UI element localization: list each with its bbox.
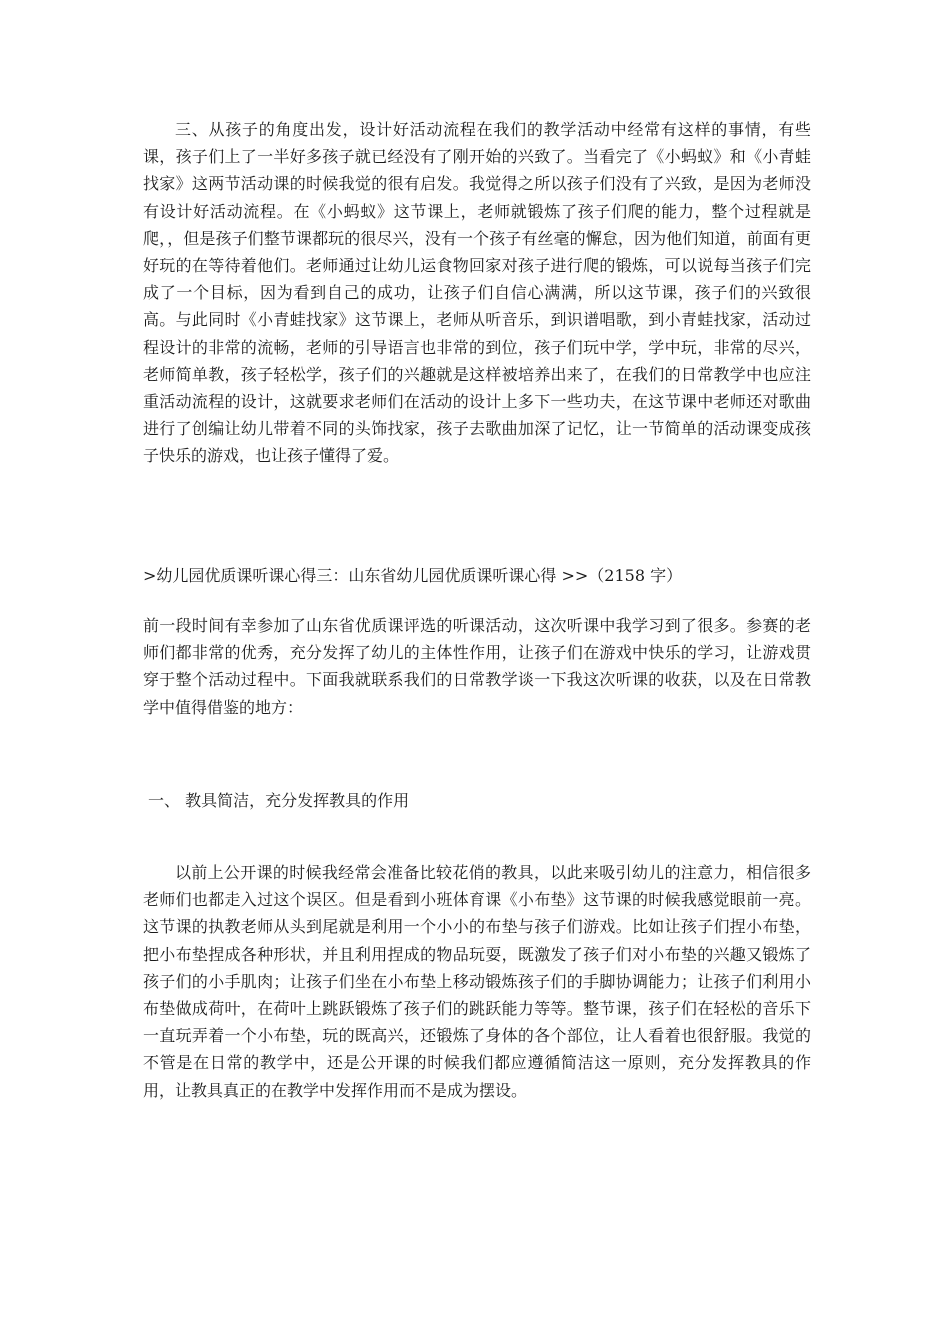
section-title-teaching-aids: 一、 教具简洁，充分发挥教具的作用 [148,791,410,810]
paragraph-activity-flow: 三、从孩子的角度出发，设计好活动流程在我们的教学活动中经常有这样的事情，有些课，孩子们上了一半好多孩子就已经没有了刚开始的兴致了。当看完了《小蚂蚁》和《小青蛙找家》这两节活动课的时候我觉的很有启发。我觉得之所以孩子们没有了兴致，是因为老师没有设计好活动流程。在《小蚂蚁》这节课上，老师就锻炼了孩子们爬的能力，整个过程就是爬，，但是孩子们整节课都玩的很尽兴，没有一个孩子有丝毫的懈怠，因为他们知道，前面有更好玩的在等待着他们。老师通过让幼儿运食物回家对孩子进行爬的锻炼，可以说每当孩子们完成了一个目标，因为看到自己的成功，让孩子们自信心满满，所以这节课，孩子们的兴致很高。与此同时《小青蛙找家》这节课上，老师从听音乐，到识谱唱歌，到小青蛙找家，活动过程设计的非常的流畅，老师的引导语言也非常的到位，孩子们玩中学，学中玩，非常的尽兴，老师简单教，孩子轻松学，孩子们的兴趣就是这样被培养出来了，在我们的日常教学中也应注重活动流程的设计，这就要求老师们在活动的设计上多下一些功夫，在这节课中老师还对歌曲进行了创编让幼儿带着不同的头饰找家，孩子去歌曲加深了记忆，让一节简单的活动课变成孩子快乐的游戏，也让孩子懂得了爱。 [143,120,811,466]
article-heading: >幼儿园优质课听课心得三：山东省幼儿园优质课听课心得 >>（2158 字） [143,566,683,585]
paragraph-intro: 前一段时间有幸参加了山东省优质课评选的听课活动，这次听课中我学习到了很多。参赛的老师们都非常的优秀，充分发挥了幼儿的主体性作用，让孩子们在游戏中快乐的学习，让游戏贯穿于整个活动过程中。下面我就联系我们的日常教学谈一下我这次听课的收获，以及在日常教学中值得借鉴的地方： [143,616,811,717]
paragraph-teaching-aids: 以前上公开课的时候我经常会准备比较花俏的教具，以此来吸引幼儿的注意力，相信很多老师们也都走入过这个误区。但是看到小班体育课《小布垫》这节课的时候我感觉眼前一亮。这节课的执教老师从头到尾就是利用一个小小的布垫与孩子们游戏。比如让孩子们捏小布垫，把小布垫捏成各种形状，并且利用捏成的物品玩耍，既激发了孩子们对小布垫的兴趣又锻炼了孩子们的小手肌肉；让孩子们坐在小布垫上移动锻炼孩子们的手脚协调能力；让孩子们利用小布垫做成荷叶，在荷叶上跳跃锻炼了孩子们的跳跃能力等等。整节课，孩子们在轻松的音乐下一直玩弄着一个小布垫，玩的既高兴，还锻炼了身体的各个部位，让人看着也很舒服。我觉的不管是在日常的教学中，还是公开课的时候我们都应遵循简洁这一原则，充分发挥教具的作用，让教具真正的在教学中发挥作用而不是成为摆设。 [143,863,811,1100]
